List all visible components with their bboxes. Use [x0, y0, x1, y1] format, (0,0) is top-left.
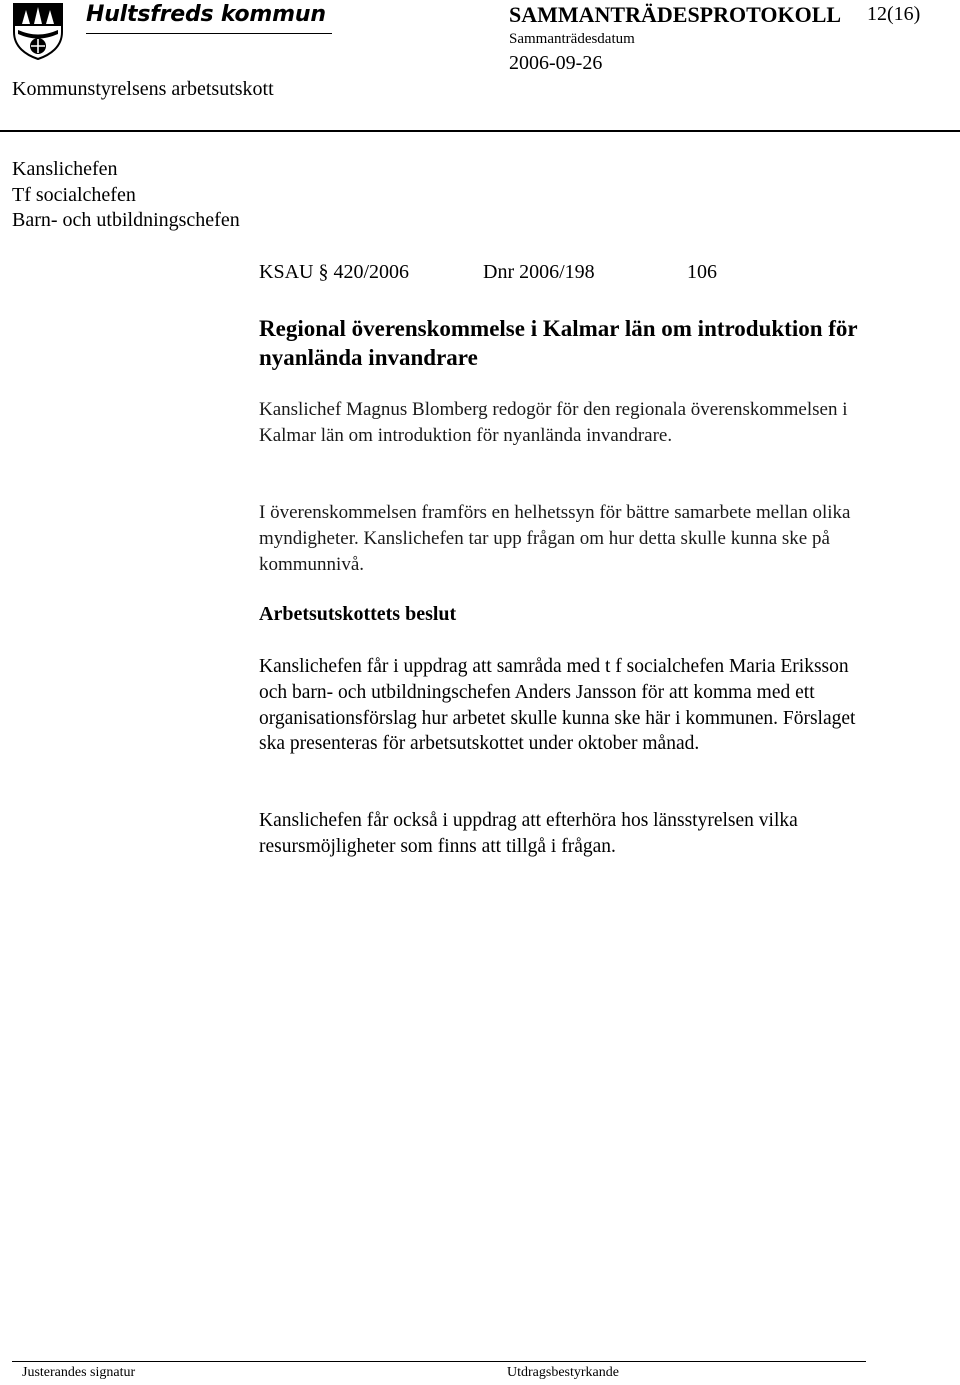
- body-paragraph: Kanslichef Magnus Blomberg redogör för den regionala överenskommelsen i Kalmar län om introduktion för nyanlända invandrare.: [259, 399, 848, 446]
- committee-name: Kommunstyrelsens arbetsutskott: [12, 78, 274, 100]
- organization-name: Hultsfreds kommun: [86, 2, 326, 27]
- header-divider: [0, 130, 960, 132]
- registration-number: Dnr 2006/198: [483, 261, 595, 283]
- municipal-coat-of-arms-icon: [12, 2, 64, 65]
- signature-label: Justerandes signatur: [22, 1365, 136, 1380]
- document-type: SAMMANTRÄDESPROTOKOLL: [509, 2, 842, 27]
- recipient: Tf socialchefen: [12, 184, 136, 206]
- recipient: Barn- och utbildningschefen: [12, 209, 240, 231]
- page-number: 12(16): [867, 3, 921, 25]
- meeting-date: 2006-09-26: [509, 52, 603, 74]
- brand-underline: [86, 33, 332, 34]
- recipient: Kanslichefen: [12, 158, 118, 180]
- decision-heading: Arbetsutskottets beslut: [259, 603, 457, 625]
- item-title: Regional överenskommelse i Kalmar län om introduktion för nyanlända invandrare: [259, 316, 858, 370]
- case-reference: KSAU § 420/2006: [259, 261, 410, 283]
- meeting-date-label: Sammanträdesdatum: [509, 31, 635, 47]
- decision-paragraph: Kanslichefen får också i uppdrag att efterhöra hos länsstyrelsen vilka resursmöjligheter som finns att tillgå i frågan.: [259, 810, 798, 857]
- body-paragraph: I överenskommelsen framförs en helhetssyn för bättre samarbete mellan olika myndigheter. Kanslichefen tar upp frågan om hur detta skulle kunna ske på kommunnivå.: [259, 502, 851, 575]
- decision-paragraph: Kanslichefen får i uppdrag att samråda med t f socialchefen Maria Eriksson och barn- och utbildningschefen Anders Jansson för att komma med ett organisationsförslag hur arbetet skulle kunna ske här i kommunen. Förslaget ska presenteras för arbetsutskottet under oktober månad.: [259, 656, 856, 755]
- extract-certification-label: Utdragsbestyrkande: [507, 1365, 619, 1380]
- paragraph-number: 106: [687, 261, 717, 283]
- footer-divider: [12, 1361, 866, 1362]
